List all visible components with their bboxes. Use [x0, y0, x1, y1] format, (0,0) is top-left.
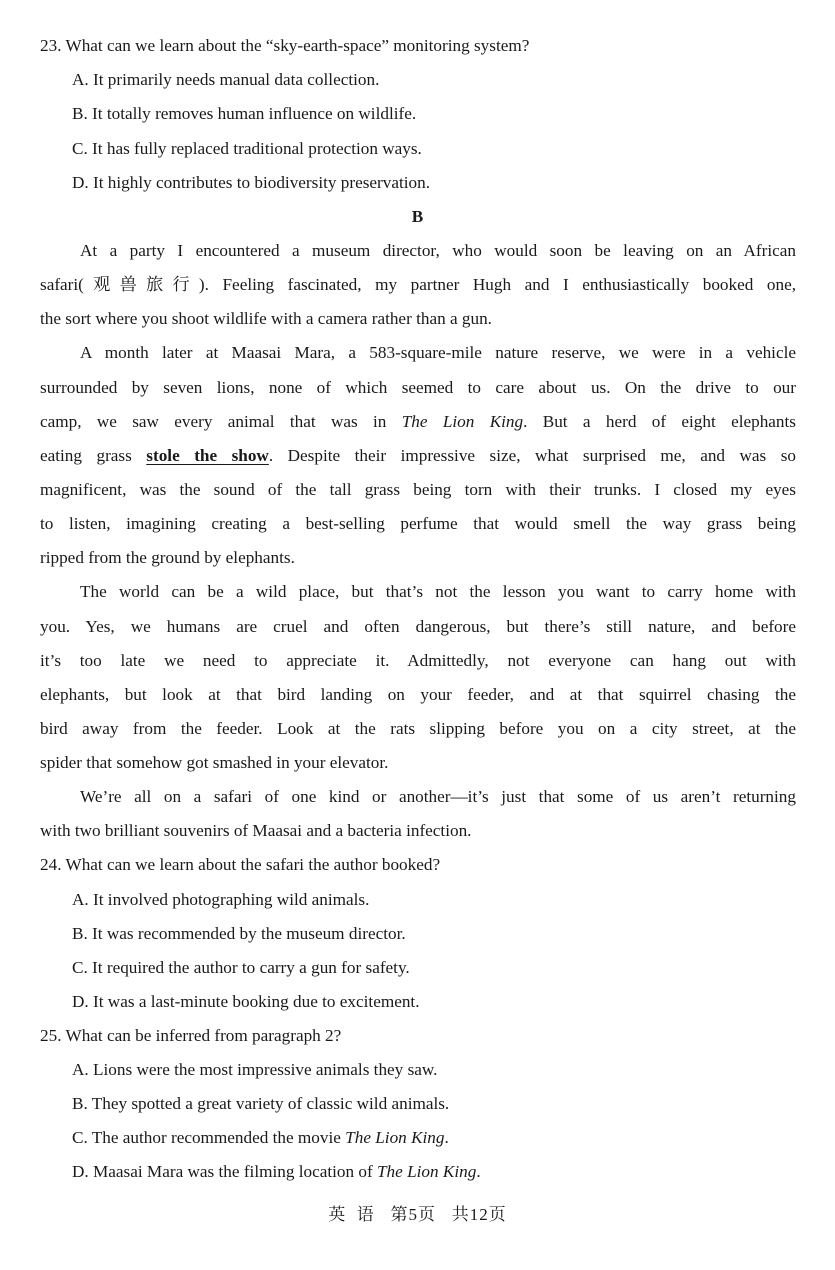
p3-line-4: elephants, but look at that bird landing on your feeder, and at that squirrel chasing the [40, 685, 796, 704]
q25-option-c-text: C. The author recommended the movie [72, 1128, 346, 1147]
p4-line-1: We’re all on a safari of one kind or another—it’s just that some of us aren’t returning [80, 787, 796, 806]
q23-stem: 23. What can we learn about the “sky-earth-space” monitoring system? [40, 36, 530, 55]
p1-line-1: At a party I encountered a museum director, who would soon be leaving on an African [80, 241, 796, 260]
movie-title: The Lion King [401, 412, 524, 431]
p1-line-3: the sort where you shoot wildlife with a camera rather than a gun. [40, 309, 492, 328]
p3-line-5: bird away from the feeder. Look at the rats slipping before you on a city street, at the [40, 719, 796, 738]
q25-option-d [72, 1160, 481, 1184]
q25-stem: 25. What can be inferred from paragraph 2? [40, 1026, 342, 1045]
q24-option-b: B. It was recommended by the museum director. [72, 924, 406, 943]
p2-line-7: ripped from the ground by elephants. [40, 548, 295, 567]
p3-line-1: The world can be a wild place, but that’s not the lesson you want to carry home with [80, 582, 796, 601]
page-footer: 英 语 第5页 共12页 [328, 1205, 507, 1224]
q25-option-d-period: . [476, 1162, 481, 1181]
section-label: B [411, 207, 424, 226]
q23-option-c: C. It has fully replaced traditional protection ways. [72, 139, 422, 158]
q24-option-a: A. It involved photographing wild animals. [72, 890, 370, 909]
q23-option-a: A. It primarily needs manual data collection. [72, 70, 380, 89]
p2-line-4 [40, 444, 796, 468]
q24-stem: 24. What can we learn about the safari the author booked? [40, 855, 441, 874]
q25-option-c-title: The Lion King [345, 1128, 445, 1147]
p1-line-2: safari(观兽旅行). Feeling fascinated, my partner Hugh and I enthusiastically booked one, [40, 275, 796, 294]
p3-line-3: it’s too late we need to appreciate it. Admittedly, not everyone can hang out with [40, 651, 796, 670]
q24-option-d: D. It was a last-minute booking due to excitement. [72, 992, 420, 1011]
q24-option-c: C. It required the author to carry a gun for safety. [72, 958, 410, 977]
p2-line-1: A month later at Maasai Mara, a 583-square-mile nature reserve, we were in a vehicle [80, 343, 796, 362]
p2-line-3-a: camp, we saw every animal that was in [40, 412, 402, 431]
q25-option-d-title: The Lion King [377, 1162, 477, 1181]
q25-option-c-period: . [444, 1128, 449, 1147]
p2-line-2: surrounded by seven lions, none of which seemed to care about us. On the drive to our [40, 378, 796, 397]
p2-line-4-a: eating grass [40, 446, 147, 465]
p2-line-4-b: . Despite their impressive size, what surprised me, and was so [268, 446, 796, 465]
p2-line-5: magnificent, was the sound of the tall grass being torn with their trunks. I closed my eyes [40, 480, 796, 499]
p4-line-2: with two brilliant souvenirs of Maasai and a bacteria infection. [40, 821, 472, 840]
q25-option-c [72, 1126, 449, 1150]
p3-line-2: you. Yes, we humans are cruel and often dangerous, but there’s still nature, and before [40, 617, 796, 636]
q23-option-d: D. It highly contributes to biodiversity preservation. [72, 173, 431, 192]
p2-line-3 [40, 410, 796, 434]
p3-line-6: spider that somehow got smashed in your elevator. [40, 753, 389, 772]
q23-option-b: B. It totally removes human influence on wildlife. [72, 104, 417, 123]
q25-option-a: A. Lions were the most impressive animals they saw. [72, 1060, 438, 1079]
underlined-phrase: stole the show [146, 446, 269, 465]
p2-line-3-b: . But a herd of eight elephants [523, 412, 796, 431]
q25-option-d-text: D. Maasai Mara was the filming location of [72, 1162, 377, 1181]
q25-option-b: B. They spotted a great variety of classic wild animals. [72, 1094, 450, 1113]
p2-line-6: to listen, imagining creating a best-selling perfume that would smell the way grass being [40, 514, 796, 533]
